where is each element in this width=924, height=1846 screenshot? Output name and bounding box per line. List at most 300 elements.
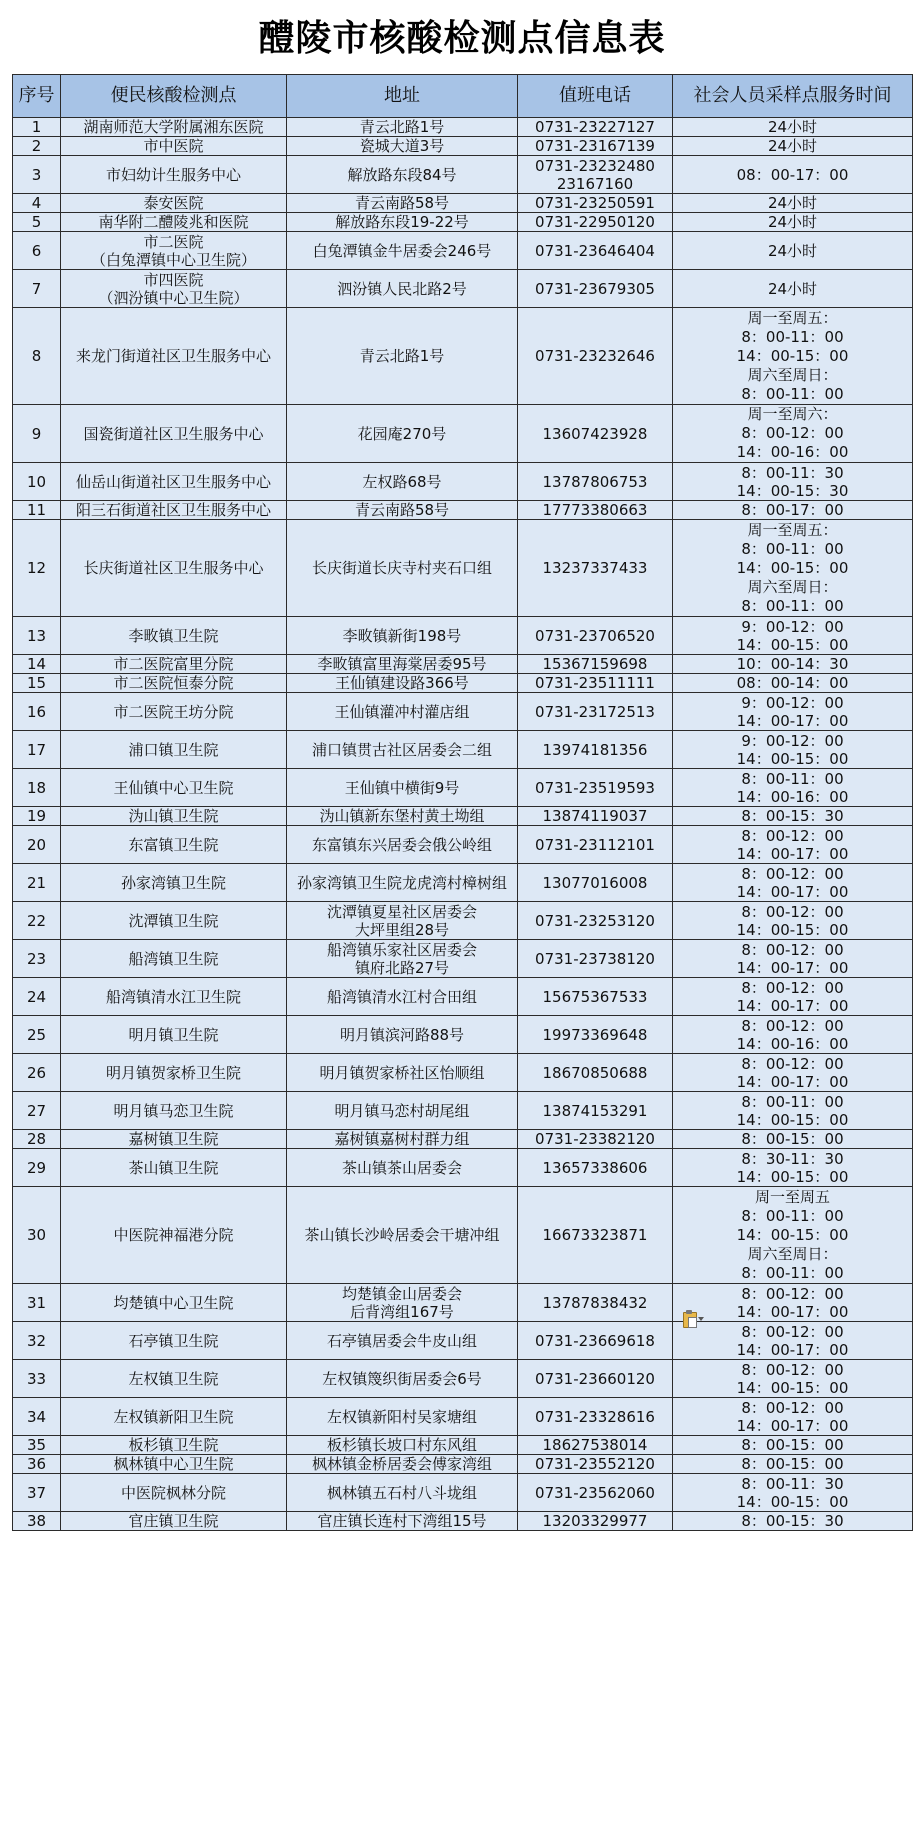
cell-site-name [61,118,287,137]
cell-index: 21 [13,864,61,902]
cell-phone-line: 0731-23511111 [535,674,655,692]
cell-address [287,1360,518,1398]
cell-index: 12 [13,520,61,617]
paste-options-icon[interactable] [683,1310,703,1328]
cell-phone-line: 0731-23112101 [535,835,655,854]
cell-service-hours-line: 14：00-15：00 [736,920,849,939]
cell-service-hours-line: 周一至周六： [747,405,838,423]
table-row [13,137,913,156]
cell-address [287,940,518,978]
cell-phone [518,194,673,213]
cell-service-hours-line: 24小时 [767,137,818,155]
cell-phone-line: 0731-23519593 [535,778,655,797]
cell-phone [518,1360,673,1398]
cell-site-name [61,655,287,674]
cell-address [287,731,518,769]
cell-site-name-line: 沈潭镇卫生院 [128,911,219,930]
cell-address-line: 花园庵270号 [357,424,447,443]
cell-phone-line: 17773380663 [542,501,648,519]
cell-service-hours [673,1474,913,1512]
cell-service-hours-line: 14：00-17：00 [736,1072,849,1091]
cell-site-name-line: 市二医院王坊分院 [113,702,234,721]
cell-site-name-line: 泰安医院 [143,194,204,212]
cell-site-name [61,1149,287,1187]
table-row [13,270,913,308]
cell-service-hours-line: 8：00-12：00 [741,978,844,997]
cell-index: 24 [13,978,61,1016]
cell-service-hours [673,1322,913,1360]
cell-address-line: 镇府北路27号 [354,958,450,977]
cell-address-line: 瓷城大道3号 [359,137,445,155]
cell-address-line: 嘉树镇嘉树村群力组 [334,1130,470,1148]
cell-address-line: 大坪里组28号 [354,920,450,939]
cell-site-name-line: 左权镇卫生院 [128,1369,219,1388]
cell-service-hours-line: 8：00-12：00 [741,1360,844,1379]
cell-service-hours-line: 14：00-17：00 [736,958,849,977]
cell-address-line: 左权镇篾织街居委会6号 [322,1369,482,1388]
cell-phone [518,232,673,270]
cell-service-hours-line: 14：00-17：00 [736,996,849,1015]
cell-address [287,1436,518,1455]
cell-phone [518,807,673,826]
cell-phone [518,864,673,902]
cell-address-line: 茶山镇长沙岭居委会干塘冲组 [304,1226,500,1244]
cell-phone [518,1322,673,1360]
table-row [13,940,913,978]
table-row [13,1512,913,1531]
cell-phone-line: 19973369648 [542,1025,648,1044]
header-phone: 值班电话 [518,75,673,118]
cell-phone [518,1398,673,1436]
cell-site-name-line: 市妇幼计生服务中心 [105,165,241,184]
table-header-row [13,75,913,118]
cell-site-name [61,213,287,232]
cell-service-hours-line: 24小时 [767,213,818,231]
testing-sites-table [12,74,913,1531]
cell-phone-line: 0731-23167139 [535,137,655,155]
cell-site-name [61,1474,287,1512]
table-row [13,1455,913,1474]
cell-phone [518,1130,673,1149]
cell-service-hours-line: 8：00-12：00 [741,864,844,883]
cell-index: 32 [13,1322,61,1360]
cell-site-name [61,617,287,655]
cell-service-hours-line: 8：00-11：00 [741,539,844,558]
cell-index: 22 [13,902,61,940]
table-row [13,118,913,137]
cell-site-name [61,902,287,940]
cell-address [287,308,518,405]
cell-service-hours [673,826,913,864]
cell-index: 25 [13,1016,61,1054]
cell-service-hours-line: 8：00-11：00 [741,384,844,403]
cell-index: 34 [13,1398,61,1436]
cell-service-hours [673,501,913,520]
cell-site-name [61,1360,287,1398]
cell-index: 16 [13,693,61,731]
cell-address-line: 枫林镇五石村八斗垅组 [326,1483,477,1502]
cell-address-line: 王仙镇灌冲村灌店组 [334,702,470,721]
cell-address [287,118,518,137]
cell-index: 1 [13,118,61,137]
cell-address [287,463,518,501]
cell-index: 14 [13,655,61,674]
cell-phone-line: 0731-23738120 [535,949,655,968]
cell-phone-line: 0731-23382120 [535,1130,655,1148]
cell-site-name [61,520,287,617]
cell-phone-line: 0731-23250591 [535,194,655,212]
cell-site-name [61,1322,287,1360]
cell-site-name [61,1436,287,1455]
cell-address-line: 白兔潭镇金牛居委会246号 [312,241,492,260]
cell-site-name [61,1284,287,1322]
cell-phone [518,137,673,156]
cell-index: 30 [13,1187,61,1284]
cell-site-name-line: 王仙镇中心卫生院 [113,778,234,797]
cell-service-hours [673,731,913,769]
cell-address-line: 长庆街道长庆寺村夹石口组 [311,559,492,577]
cell-service-hours-line: 8：00-11：00 [741,596,844,615]
cell-service-hours [673,520,913,617]
cell-index: 2 [13,137,61,156]
cell-address-line: 沈潭镇夏星社区居委会 [326,902,477,921]
cell-site-name-line: 左权镇新阳卫生院 [113,1407,234,1426]
table-row [13,807,913,826]
table-row [13,902,913,940]
cell-address [287,270,518,308]
cell-site-name-line: 茶山镇卫生院 [128,1158,219,1177]
cell-site-name-line: 来龙门街道社区卫生服务中心 [75,347,271,365]
cell-address-line: 王仙镇建设路366号 [335,674,469,692]
cell-service-hours [673,693,913,731]
cell-phone-line: 0731-23253120 [535,911,655,930]
cell-address-line: 沩山镇新东堡村黄土坳组 [319,807,485,825]
cell-phone [518,1149,673,1187]
cell-index: 35 [13,1436,61,1455]
cell-site-name-line: 市四医院 [143,270,204,289]
cell-address [287,655,518,674]
cell-phone [518,1092,673,1130]
cell-site-name-line: 市二医院恒泰分院 [113,674,234,692]
cell-service-hours-line: 24小时 [767,194,818,212]
cell-index: 13 [13,617,61,655]
cell-site-name-line: 南华附二醴陵兆和医院 [98,213,249,231]
cell-address-line: 东富镇东兴居委会俄公岭组 [311,835,492,854]
cell-phone [518,1512,673,1531]
cell-address-line: 石亭镇居委会牛皮山组 [326,1331,477,1350]
cell-service-hours [673,213,913,232]
cell-address-line: 孙家湾镇卫生院龙虎湾村樟树组 [296,873,507,892]
cell-index: 18 [13,769,61,807]
cell-phone-line: 0731-23232480 [535,156,655,175]
cell-service-hours [673,1016,913,1054]
cell-index: 7 [13,270,61,308]
cell-service-hours-line: 8：00-17：00 [741,501,844,519]
table-row [13,1398,913,1436]
table-row [13,1054,913,1092]
header-address: 地址 [287,75,518,118]
table-row [13,864,913,902]
cell-phone-line: 18670850688 [542,1063,648,1082]
header-service-hours: 社会人员采样点服务时间 [673,75,913,118]
table-row [13,232,913,270]
cell-service-hours-line: 8：00-12：00 [741,826,844,845]
table-row [13,1322,913,1360]
cell-phone [518,902,673,940]
cell-address-line: 青云南路58号 [354,501,450,519]
cell-phone [518,501,673,520]
cell-address-line: 均楚镇金山居委会 [341,1284,462,1303]
cell-service-hours-line: 14：00-16：00 [736,787,849,806]
cell-phone-line: 13607423928 [542,424,648,443]
table-row [13,501,913,520]
cell-address [287,194,518,213]
cell-service-hours-line: 8：00-15：00 [741,1130,844,1148]
cell-site-name [61,1512,287,1531]
cell-site-name [61,769,287,807]
cell-address-line: 板杉镇长坡口村东风组 [326,1436,477,1454]
cell-address [287,405,518,463]
cell-site-name [61,1016,287,1054]
cell-address-line: 青云北路1号 [359,118,445,136]
cell-address [287,807,518,826]
cell-site-name [61,1130,287,1149]
cell-phone-line: 13077016008 [542,873,648,892]
header-index: 序号 [13,75,61,118]
table-row [13,617,913,655]
cell-phone [518,674,673,693]
cell-site-name-line: 沩山镇卫生院 [128,807,219,825]
cell-phone [518,617,673,655]
cell-service-hours-line: 14：00-15：00 [736,1110,849,1129]
cell-site-name [61,940,287,978]
table-body [13,118,913,1531]
cell-address [287,1455,518,1474]
cell-service-hours-line: 14：00-15：00 [736,558,849,577]
cell-site-name [61,731,287,769]
cell-site-name-line: 明月镇贺家桥卫生院 [105,1063,241,1082]
cell-address-line: 青云北路1号 [359,347,445,365]
cell-address [287,864,518,902]
cell-service-hours-line: 8：00-11：00 [741,327,844,346]
cell-address [287,902,518,940]
cell-service-hours-line: 9：00-12：00 [741,693,844,712]
cell-service-hours-line: 8：00-11：30 [741,1474,844,1493]
cell-address-line: 解放路东段19-22号 [335,213,469,231]
table-row [13,1016,913,1054]
cell-index: 17 [13,731,61,769]
cell-index: 31 [13,1284,61,1322]
cell-site-name-line: 明月镇马恋卫生院 [113,1101,234,1120]
cell-service-hours-line: 14：00-17：00 [736,882,849,901]
cell-address [287,232,518,270]
table-row [13,769,913,807]
cell-site-name [61,232,287,270]
cell-phone [518,978,673,1016]
cell-service-hours [673,674,913,693]
cell-site-name-line: 官庄镇卫生院 [128,1512,219,1530]
cell-service-hours [673,1149,913,1187]
cell-address [287,1512,518,1531]
cell-address [287,978,518,1016]
cell-address-line: 枫林镇金桥居委会傅家湾组 [311,1455,492,1473]
table-row [13,405,913,463]
cell-service-hours [673,940,913,978]
cell-service-hours-line: 24小时 [767,279,818,298]
cell-phone [518,1455,673,1474]
cell-service-hours-line: 8：00-15：30 [741,807,844,825]
cell-service-hours [673,463,913,501]
cell-phone [518,405,673,463]
cell-site-name-line: 市中医院 [143,137,204,155]
cell-address-line: 青云南路58号 [354,194,450,212]
cell-site-name-line: （泗汾镇中心卫生院） [98,288,249,307]
cell-service-hours-line: 9：00-12：00 [741,731,844,750]
cell-address-line: 解放路东段84号 [347,165,457,184]
cell-phone [518,1054,673,1092]
cell-site-name-line: 湖南师范大学附属湘东医院 [83,118,264,136]
cell-address [287,617,518,655]
cell-phone-line: 13237337433 [542,559,648,577]
cell-service-hours [673,1054,913,1092]
cell-service-hours-line: 8：00-12：00 [741,1398,844,1417]
cell-service-hours [673,232,913,270]
cell-service-hours-line: 8：00-12：00 [741,1016,844,1035]
cell-site-name [61,978,287,1016]
table-row [13,978,913,1016]
cell-phone [518,826,673,864]
table-row [13,194,913,213]
cell-service-hours [673,308,913,405]
cell-phone [518,731,673,769]
cell-service-hours [673,1512,913,1531]
cell-service-hours-line: 周一至周五： [747,308,838,327]
cell-address [287,1474,518,1512]
cell-service-hours-line: 8：00-12：00 [741,1322,844,1341]
cell-phone [518,213,673,232]
cell-service-hours-line: 14：00-15：00 [736,1492,849,1511]
cell-service-hours-line: 8：00-11：00 [741,1206,844,1225]
cell-service-hours-line: 14：00-16：00 [736,1034,849,1053]
cell-site-name [61,501,287,520]
cell-address-line: 船湾镇乐家社区居委会 [326,940,477,959]
cell-service-hours-line: 24小时 [767,241,818,260]
table-row [13,213,913,232]
cell-address-line: 王仙镇中横街9号 [344,778,460,797]
cell-site-name-line: 东富镇卫生院 [128,835,219,854]
cell-address [287,1322,518,1360]
cell-phone [518,270,673,308]
cell-phone-line: 15675367533 [542,987,648,1006]
table-row [13,1360,913,1398]
cell-address-line: 明月镇贺家桥社区怡顺组 [319,1063,485,1082]
cell-site-name [61,1455,287,1474]
table-row [13,674,913,693]
cell-phone [518,156,673,194]
cell-service-hours [673,1360,913,1398]
cell-site-name [61,1398,287,1436]
table-row [13,308,913,405]
cell-site-name-line: 石亭镇卫生院 [128,1331,219,1350]
cell-phone-line: 23167160 [556,174,634,193]
cell-phone-line: 0731-23679305 [535,279,655,298]
cell-site-name-line: （白兔潭镇中心卫生院） [90,250,256,269]
cell-address-line: 左权路68号 [362,472,442,491]
cell-service-hours-line: 8：00-12：00 [741,940,844,959]
cell-phone-line: 0731-23227127 [535,118,655,136]
cell-phone-line: 0731-22950120 [535,213,655,231]
cell-service-hours-line: 14：00-17：00 [736,711,849,730]
cell-service-hours [673,137,913,156]
cell-phone [518,769,673,807]
cell-address-line: 明月镇滨河路88号 [339,1025,465,1044]
cell-site-name [61,807,287,826]
cell-address [287,1016,518,1054]
cell-address [287,1092,518,1130]
cell-site-name-line: 市二医院 [143,232,204,251]
cell-address-line: 官庄镇长连村下湾组15号 [317,1512,487,1530]
cell-phone-line: 15367159698 [542,655,648,673]
cell-address [287,137,518,156]
cell-site-name [61,156,287,194]
cell-site-name-line: 国瓷街道社区卫生服务中心 [83,424,264,443]
cell-index: 6 [13,232,61,270]
cell-service-hours-line: 14：00-15：00 [736,1225,849,1244]
cell-address [287,501,518,520]
cell-service-hours-line: 08：00-14：00 [736,674,849,692]
cell-site-name-line: 浦口镇卫生院 [128,740,219,759]
cell-service-hours [673,807,913,826]
cell-phone [518,1284,673,1322]
cell-service-hours-line: 8：00-15：30 [741,1512,844,1530]
cell-service-hours-line: 周一至周五 [754,1187,830,1206]
cell-service-hours-line: 14：00-17：00 [736,1416,849,1435]
cell-index: 5 [13,213,61,232]
cell-phone [518,693,673,731]
cell-address [287,156,518,194]
cell-service-hours [673,1398,913,1436]
cell-service-hours-line: 10：00-14：30 [736,655,849,673]
cell-site-name-line: 均楚镇中心卫生院 [113,1293,234,1312]
cell-site-name [61,1054,287,1092]
table-row [13,826,913,864]
cell-service-hours-line: 8：00-12：00 [741,1054,844,1073]
cell-address [287,693,518,731]
cell-address-line: 浦口镇贯古社区居委会二组 [311,740,492,759]
table-row [13,655,913,674]
cell-service-hours-line: 14：00-15：00 [736,346,849,365]
cell-site-name-line: 船湾镇清水江卫生院 [105,987,241,1006]
cell-phone-line: 13787838432 [542,1293,648,1312]
cell-phone [518,940,673,978]
cell-site-name-line: 中医院枫林分院 [120,1483,226,1502]
cell-service-hours-line: 周六至周日： [747,577,838,596]
cell-service-hours [673,1187,913,1284]
cell-phone [518,520,673,617]
cell-address [287,1149,518,1187]
cell-service-hours [673,156,913,194]
table-row [13,1130,913,1149]
cell-index: 26 [13,1054,61,1092]
cell-address [287,826,518,864]
cell-service-hours-line: 14：00-15：30 [736,481,849,500]
cell-site-name [61,137,287,156]
cell-service-hours [673,1436,913,1455]
cell-phone-line: 0731-23562060 [535,1483,655,1502]
cell-site-name-line: 李畋镇卫生院 [128,626,219,645]
cell-service-hours-line: 14：00-15：00 [736,749,849,768]
cell-service-hours-line: 8：30-11：30 [741,1149,844,1168]
